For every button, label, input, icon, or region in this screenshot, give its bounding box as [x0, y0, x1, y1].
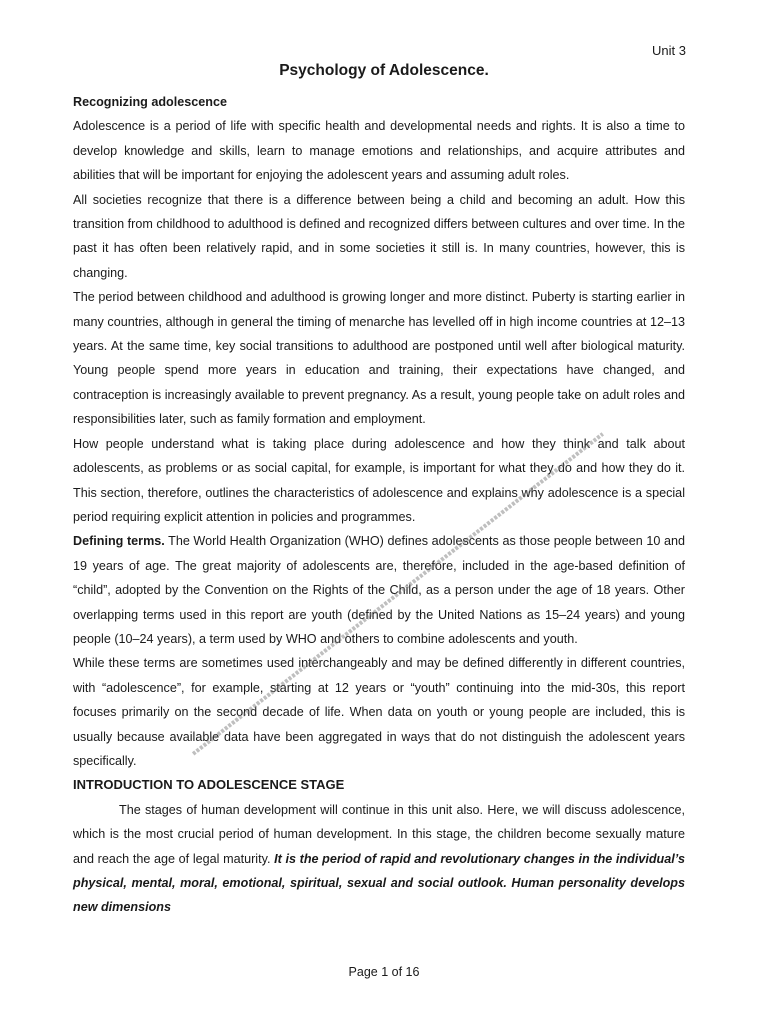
defining-terms-lead: Defining terms.	[73, 534, 165, 549]
intro-emphasis: It is the period of rapid and revolutionary changes in the individual’s physical, mental, moral, emotional, spiritual, sexual and social outlook. Human personality develops new dimensions	[73, 851, 685, 915]
section-heading-introduction: INTRODUCTION TO ADOLESCENCE STAGE	[73, 777, 345, 793]
intro-text: The stages of human development will continue in this unit also. Here, we will discuss adolescence, which is the most crucial period of human development. In this stage, the children become sexually mature and reach the age of legal maturity.	[73, 802, 685, 866]
paragraph-5	[73, 529, 685, 651]
paragraph-7	[73, 798, 685, 920]
page-number: Page 1 of 16	[348, 965, 420, 979]
page-title: Psychology of Adolescence.	[279, 62, 489, 79]
paragraph-6: While these terms are sometimes used interchangeably and may be defined differently in different countries, with “adolescence”, for example, starting at 12 years or “youth” continuing into the mid-30s, this report focuses primarily on the second decade of life. When data on youth or young people are included, this is usually because available data have been aggregated in ways that do not distinguish the adolescent years specifically.	[73, 656, 685, 768]
paragraph-1: Adolescence is a period of life with specific health and developmental needs and rights. It is also a time to develop knowledge and skills, learn to manage emotions and relationships, and acquire attributes and abilities that will be important for enjoying the adolescent years and assuming adult roles.	[73, 119, 685, 183]
paragraph-4: How people understand what is taking place during adolescence and how they think and talk about adolescents, as problems or as social capital, for example, is important for what they do and how they do it. This section, therefore, outlines the characteristics of adolescence and explains why adolescence is a special period requiring explicit attention in policies and programmes.	[73, 436, 685, 524]
unit-label: Unit 3	[652, 43, 686, 58]
section-heading-recognizing: Recognizing adolescence	[73, 95, 227, 109]
paragraph-2: All societies recognize that there is a difference between being a child and becoming an adult. How this transition from childhood to adulthood is defined and recognized differs between cultures and over time. In the past it has often been relatively rapid, and in some societies it still is. In many countries, however, this is changing.	[73, 192, 685, 280]
paragraph-3: The period between childhood and adulthood is growing longer and more distinct. Puberty is starting earlier in many countries, although in general the timing of menarche has levelled off in high income countries at 12–13 years. At the same time, key social transitions to adulthood are postponed until well after biological maturity. Young people spend more years in education and training, their expectations have changed, and contraception is increasingly available to prevent pregnancy. As a result, young people take on adult roles and responsibilities later, such as family formation and employment.	[73, 290, 685, 427]
defining-terms-text: The World Health Organization (WHO) defines adolescents as those people between 10 and 19 years of age. The great majority of adolescents are, therefore, included in the age-based definition of “child”, adopted by the Convention on the Rights of the Child, as a person under the age of 18 years. Other overlapping terms used in this report are youth (defined by the United Nations as 15–24 years) and young people (10–24 years), a term used by WHO and others to combine adolescents and youth.	[73, 534, 685, 646]
document-body	[73, 90, 685, 920]
